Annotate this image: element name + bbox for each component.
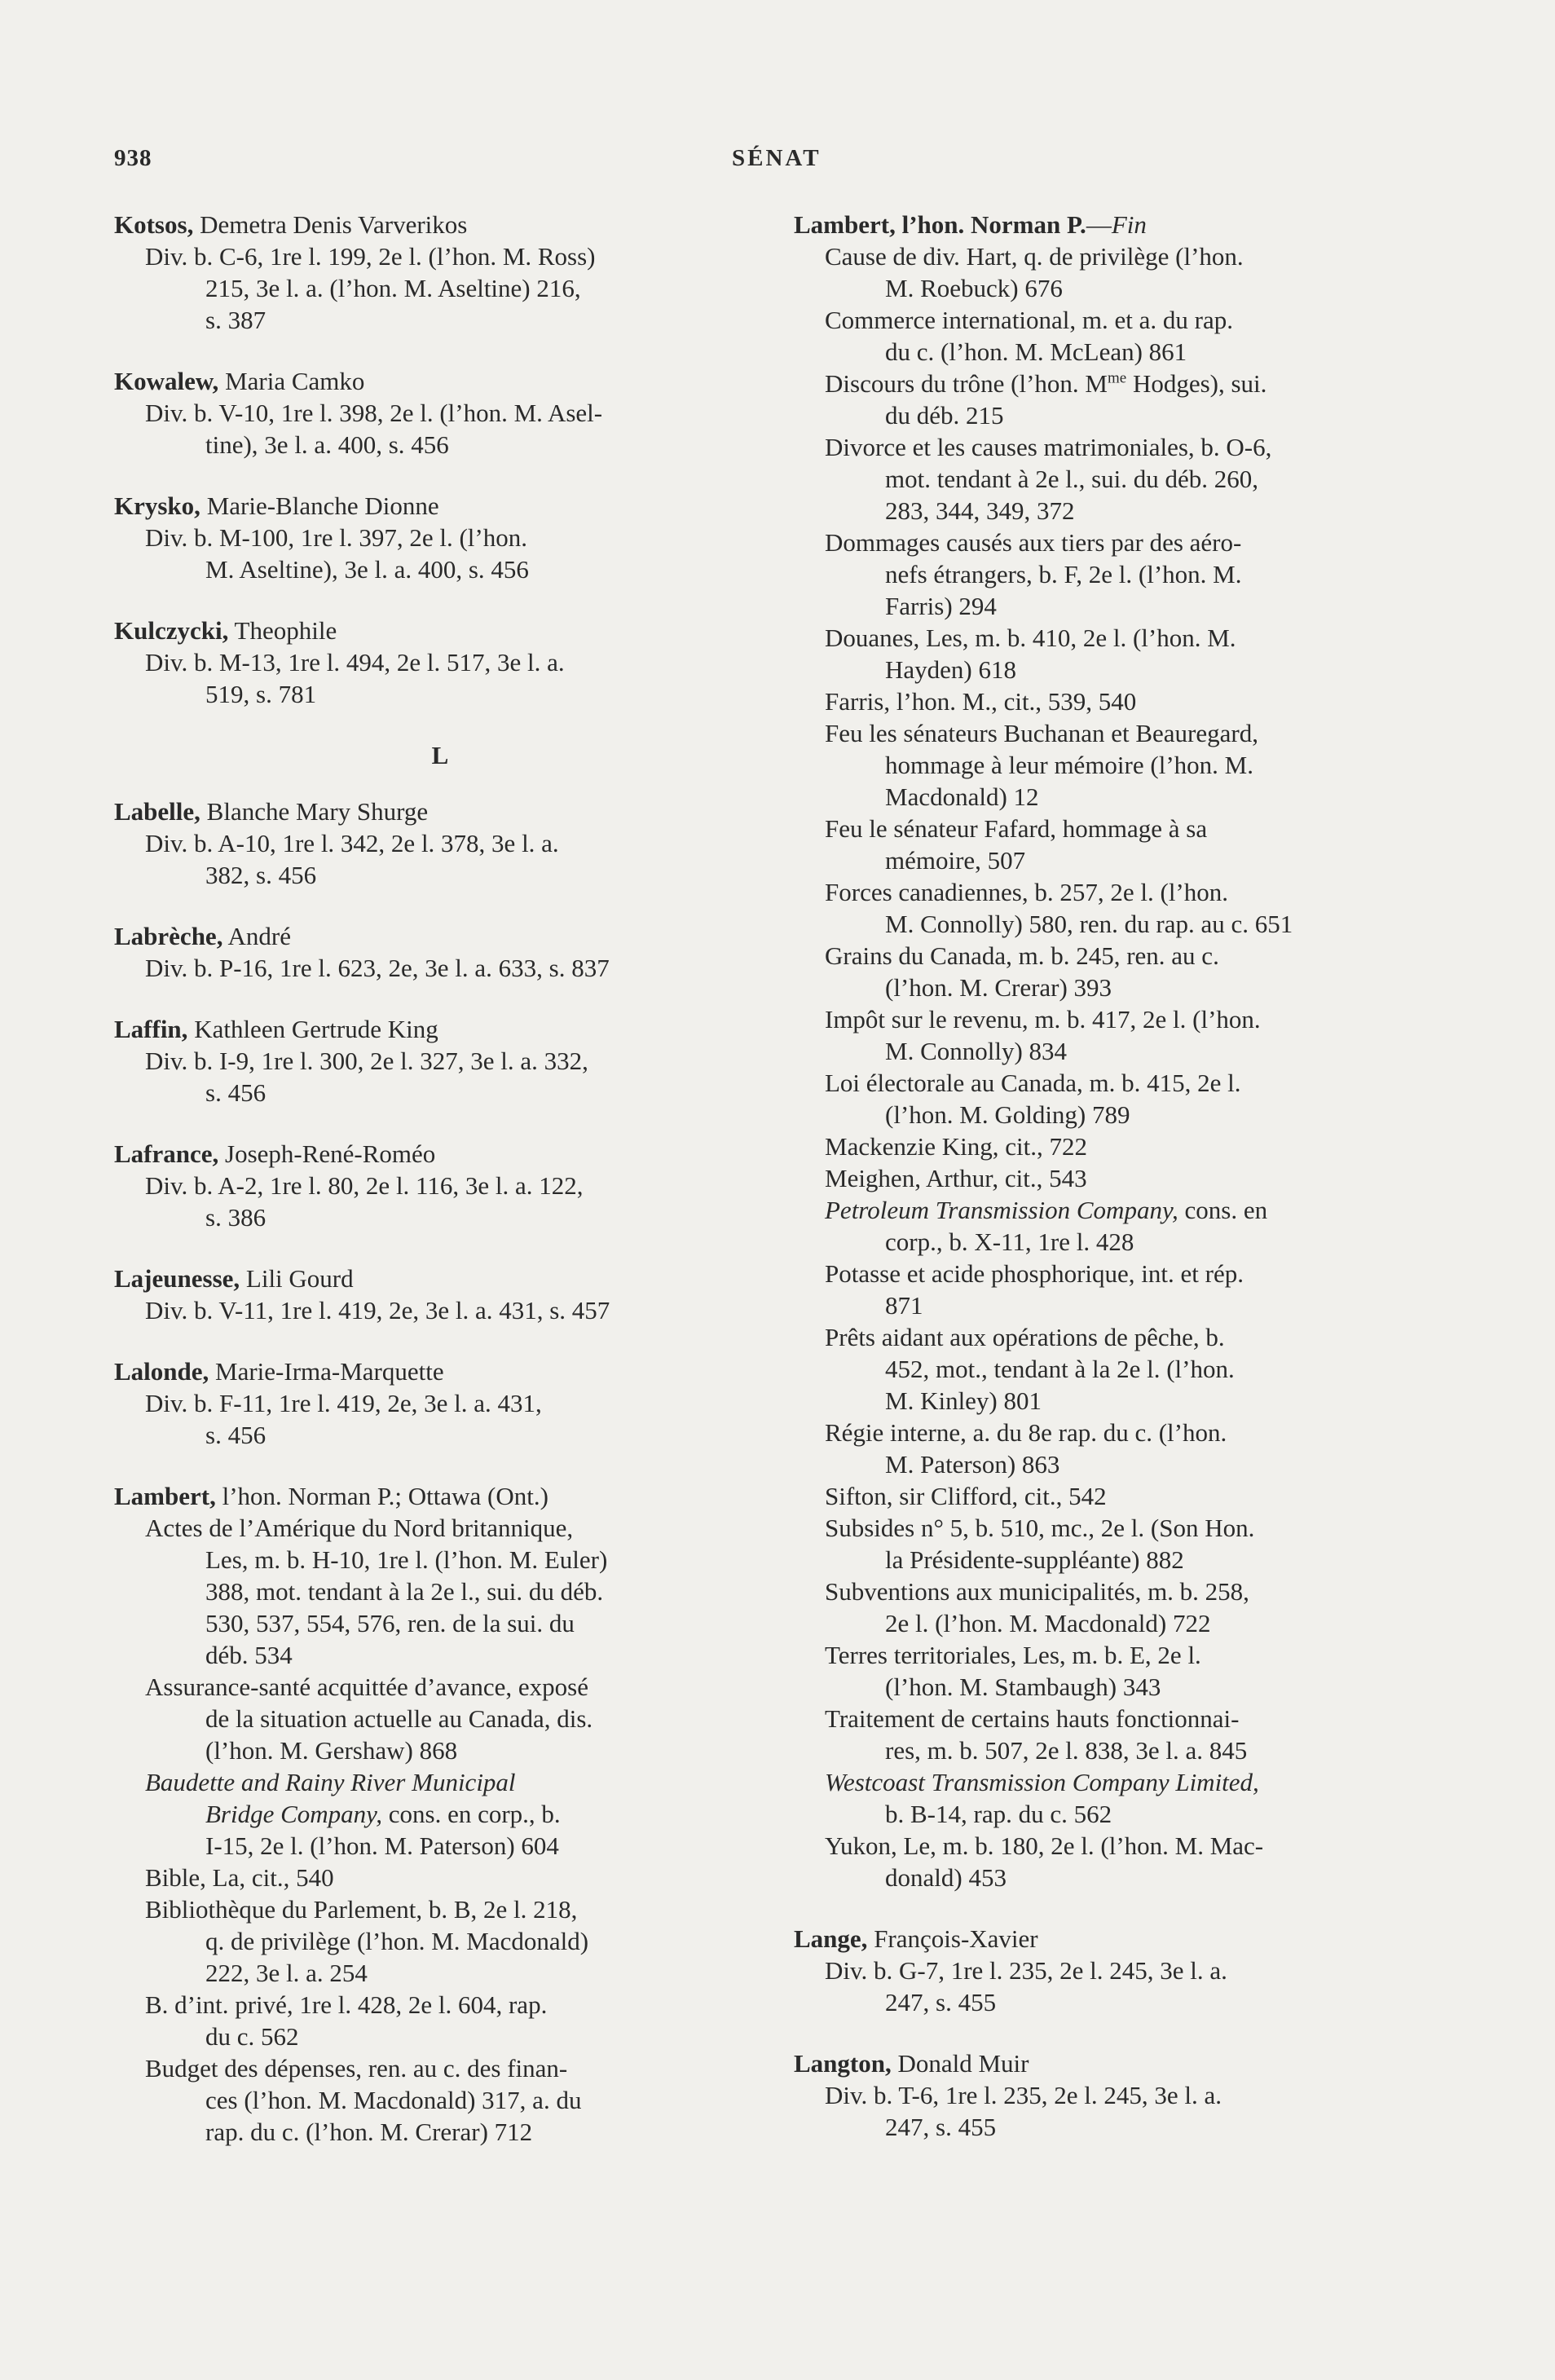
entry-line-text: Div. b. F-11, 1re l. 419, 2e, 3e l. a. 431, <box>145 1389 542 1417</box>
index-entry <box>114 1263 766 1326</box>
index-entry <box>794 1923 1460 2018</box>
entry-name-rest: l’hon. Norman P.; Ottawa (Ont.) <box>215 1482 548 1510</box>
entry-name-rest: Donald Muir <box>891 2049 1029 2078</box>
entry-heading <box>794 1923 1460 1955</box>
entry-heading <box>114 920 766 952</box>
entry-line-text: Subsides n° 5, b. 510, mc., 2e l. (Son Hon. <box>825 1514 1255 1542</box>
entry-line <box>794 527 1460 558</box>
entry-name: Lambert, l’hon. Norman P. <box>794 210 1086 239</box>
entry-line <box>794 336 1460 368</box>
entry-line-text: rap. du c. (l’hon. M. Crerar) 712 <box>205 2118 533 2146</box>
entry-line <box>794 1035 1460 1067</box>
entry-line-text: Div. b. V-10, 1re l. 398, 2e l. (l’hon. M. Asel- <box>145 399 603 427</box>
entry-line <box>794 1830 1460 1862</box>
entry-line <box>114 1862 766 1893</box>
entry-line-italic: Westcoast Transmission Company Limited, <box>825 1768 1259 1796</box>
entry-line <box>114 859 766 891</box>
page-number: 938 <box>114 145 152 171</box>
entry-line <box>114 272 766 304</box>
entry-line <box>114 1387 766 1419</box>
entry-name-rest: Lili Gourd <box>240 1264 354 1293</box>
entry-line <box>794 1798 1460 1830</box>
entries-after-letter <box>114 796 766 2148</box>
entry-line-text: Subventions aux municipalités, m. b. 258, <box>825 1577 1249 1606</box>
entry-line <box>794 685 1460 717</box>
entry-heading <box>114 1013 766 1045</box>
entry-line-text: b. B-14, rap. du c. 562 <box>885 1800 1112 1828</box>
entry-line <box>114 1576 766 1607</box>
entry-line-text: Traitement de certains hauts fonctionnai- <box>825 1704 1240 1733</box>
entry-line <box>794 431 1460 463</box>
entry-heading <box>794 209 1460 240</box>
entry-heading <box>114 1480 766 1512</box>
index-entry <box>114 1013 766 1108</box>
entry-line-text: Div. b. T-6, 1re l. 235, 2e l. 245, 3e l. a. <box>825 2081 1222 2109</box>
entry-name-rest: André <box>222 922 291 950</box>
entry-line <box>794 495 1460 527</box>
entry-line <box>794 781 1460 813</box>
entry-line <box>114 1045 766 1077</box>
entry-line <box>114 1201 766 1233</box>
entry-line-text: Budget des dépenses, ren. au c. des finan- <box>145 2054 568 2082</box>
entry-name-rest: Marie-Blanche Dionne <box>200 491 439 520</box>
entry-line-text: mot. tendant à 2e l., sui. du déb. 260, <box>885 465 1259 493</box>
entry-line-text: donald) 453 <box>885 1863 1007 1892</box>
entry-line-text: Yukon, Le, m. b. 180, 2e l. (l’hon. M. Mac- <box>825 1831 1264 1860</box>
entry-line-text: Impôt sur le revenu, m. b. 417, 2e l. (l’hon. <box>825 1005 1261 1034</box>
index-entry <box>114 365 766 461</box>
entry-line-text: s. 456 <box>205 1078 267 1107</box>
entry-name-rest: Maria Camko <box>218 367 365 395</box>
entry-name: Labrèche, <box>114 922 223 950</box>
entry-line-text: Bible, La, cit., 540 <box>145 1863 334 1892</box>
entry-name: Laffin, <box>114 1015 188 1043</box>
entry-line <box>794 1067 1460 1099</box>
entry-line-text: 519, s. 781 <box>205 680 317 708</box>
entry-line-text: Actes de l’Amérique du Nord britannique, <box>145 1514 574 1542</box>
entry-name-continued: Fin <box>1111 210 1147 239</box>
entry-line-text: tine), 3e l. a. 400, s. 456 <box>205 430 449 459</box>
entry-line-text: Feu les sénateurs Buchanan et Beauregard, <box>825 719 1258 747</box>
entry-line <box>794 463 1460 495</box>
entry-line <box>794 876 1460 908</box>
entry-line <box>114 397 766 429</box>
entry-name-rest: Marie-Irma-Marquette <box>209 1357 444 1386</box>
entry-line <box>114 1671 766 1703</box>
left-column <box>114 209 766 2177</box>
right-entries <box>794 209 1460 2143</box>
entry-line <box>794 1289 1460 1321</box>
entry-line-text: Terres territoriales, Les, m. b. E, 2e l. <box>825 1641 1201 1669</box>
entry-line <box>794 972 1460 1003</box>
entry-line-text: Prêts aidant aux opérations de pêche, b. <box>825 1323 1225 1351</box>
entry-line <box>794 717 1460 749</box>
entry-line <box>114 1639 766 1671</box>
entry-line-italic: Baudette and Rainy River Municipal <box>145 1768 516 1796</box>
entry-line-text: Mackenzie King, cit., 722 <box>825 1132 1087 1161</box>
entry-line <box>114 678 766 710</box>
entry-line-text: (l’hon. M. Gershaw) 868 <box>205 1736 458 1765</box>
entry-line-text: du déb. 215 <box>885 401 1004 430</box>
entry-line-text: Div. b. G-7, 1re l. 235, 2e l. 245, 3e l. a. <box>825 1956 1227 1985</box>
entry-line-text: Div. b. M-100, 1re l. 397, 2e l. (l’hon. <box>145 523 527 552</box>
entry-line <box>114 646 766 678</box>
entry-line-text: Div. b. C-6, 1re l. 199, 2e l. (l’hon. M. Ross) <box>145 242 596 271</box>
entry-line-text: I-15, 2e l. (l’hon. M. Paterson) 604 <box>205 1831 559 1860</box>
entry-line-text: res, m. b. 507, 2e l. 838, 3e l. a. 845 <box>885 1736 1248 1765</box>
entry-heading <box>114 615 766 646</box>
index-entry <box>114 1480 766 2148</box>
entry-line <box>794 654 1460 685</box>
entry-line-text: Grains du Canada, m. b. 245, ren. au c. <box>825 941 1219 970</box>
entry-line-text: Potasse et acide phosphorique, int. et rép. <box>825 1259 1244 1288</box>
entry-line <box>114 304 766 336</box>
entry-line <box>114 2084 766 2116</box>
entry-line-text: du c. (l’hon. M. McLean) 861 <box>885 337 1187 366</box>
entry-name: Kotsos, <box>114 210 194 239</box>
entry-line <box>794 1385 1460 1417</box>
entry-line <box>114 827 766 859</box>
entry-name: Langton, <box>794 2049 892 2078</box>
entry-name-rest: Blanche Mary Shurge <box>200 797 429 826</box>
entry-line <box>114 1989 766 2021</box>
entry-line-text: Feu le sénateur Fafard, hommage à sa <box>825 814 1208 843</box>
entry-line <box>794 1703 1460 1734</box>
index-entry <box>114 1355 766 1451</box>
entry-line-text: cons. en corp., b. <box>382 1800 561 1828</box>
entry-line <box>114 1607 766 1639</box>
entry-line-text: s. 456 <box>205 1421 267 1449</box>
entry-line-text: (l’hon. M. Stambaugh) 343 <box>885 1673 1161 1701</box>
entry-line <box>794 622 1460 654</box>
entry-line-text: Douanes, Les, m. b. 410, 2e l. (l’hon. M. <box>825 624 1236 652</box>
entry-line <box>114 1419 766 1451</box>
entry-line <box>114 522 766 553</box>
entry-heading <box>114 1263 766 1294</box>
entry-line-text: Divorce et les causes matrimoniales, b. O-6, <box>825 433 1272 461</box>
entry-line-text: Div. b. M-13, 1re l. 494, 2e l. 517, 3e l. a. <box>145 648 565 677</box>
entry-line-text: corp., b. X-11, 1re l. 428 <box>885 1227 1134 1256</box>
entry-line-text: ces (l’hon. M. Macdonald) 317, a. du <box>205 2086 582 2114</box>
entry-line-text: Dommages causés aux tiers par des aéro- <box>825 528 1242 557</box>
entry-line <box>794 1671 1460 1703</box>
entry-line <box>114 1830 766 1862</box>
entry-line-superscript: me <box>1107 369 1127 387</box>
entry-line-text: 530, 537, 554, 576, ren. de la sui. du <box>205 1609 575 1637</box>
entry-line <box>114 1957 766 1989</box>
entry-line-text: Les, m. b. H-10, 1re l. (l’hon. M. Euler) <box>205 1545 608 1574</box>
entry-line-text: Farris) 294 <box>885 592 997 620</box>
entry-line-text: nefs étrangers, b. F, 2e l. (l’hon. M. <box>885 560 1242 588</box>
entry-line <box>114 1925 766 1957</box>
entry-name: Lalonde, <box>114 1357 209 1386</box>
entry-line-text: Div. b. A-10, 1re l. 342, 2e l. 378, 3e l. a. <box>145 829 559 857</box>
entry-line <box>794 813 1460 844</box>
entry-line <box>794 1544 1460 1576</box>
entry-line-text: 382, s. 456 <box>205 861 317 889</box>
entry-heading <box>114 796 766 827</box>
entry-line <box>114 1294 766 1326</box>
entry-line-text: Commerce international, m. et a. du rap. <box>825 306 1233 334</box>
entry-line <box>794 1099 1460 1130</box>
running-head: SÉNAT <box>732 145 822 171</box>
entry-line <box>114 1544 766 1576</box>
entry-heading <box>114 1355 766 1387</box>
entry-line-text: mémoire, 507 <box>885 846 1026 875</box>
entry-line-text: Bibliothèque du Parlement, b. B, 2e l. 218, <box>145 1895 578 1924</box>
entry-line <box>114 1512 766 1544</box>
entry-line-text: 2e l. (l’hon. M. Macdonald) 722 <box>885 1609 1211 1637</box>
entry-name-rest: — <box>1086 210 1112 239</box>
entry-line <box>794 1607 1460 1639</box>
index-entry <box>114 796 766 891</box>
entry-line <box>114 1734 766 1766</box>
entry-heading <box>114 365 766 397</box>
entry-line-text: 215, 3e l. a. (l’hon. M. Aseltine) 216, <box>205 274 581 302</box>
entry-line-text: 452, mot., tendant à la 2e l. (l’hon. <box>885 1355 1235 1383</box>
entry-line-text: Cause de div. Hart, q. de privilège (l’hon. <box>825 242 1244 271</box>
entry-line-text: q. de privilège (l’hon. M. Macdonald) <box>205 1927 589 1955</box>
entry-line <box>114 240 766 272</box>
entry-line-text: du c. 562 <box>205 2022 299 2051</box>
index-entry <box>114 209 766 336</box>
entry-line <box>794 1734 1460 1766</box>
entry-line <box>114 2021 766 2052</box>
entry-line-text: Farris, l’hon. M., cit., 539, 540 <box>825 687 1137 716</box>
entry-line <box>794 1576 1460 1607</box>
entry-line-after: Hodges), sui. <box>1126 369 1267 398</box>
entry-name: Lafrance, <box>114 1139 219 1168</box>
index-entry <box>114 490 766 585</box>
entry-line <box>794 940 1460 972</box>
entry-line-text: la Présidente-suppléante) 882 <box>885 1545 1184 1574</box>
entry-line-text: M. Aseltine), 3e l. a. 400, s. 456 <box>205 555 529 584</box>
entry-line <box>114 2052 766 2084</box>
entry-line-text: de la situation actuelle au Canada, dis. <box>205 1704 593 1733</box>
entry-line-italic: Petroleum Transmission Company, <box>825 1196 1178 1224</box>
entry-line-text: Div. b. P-16, 1re l. 623, 2e, 3e l. a. 633, s. 837 <box>145 954 610 982</box>
entry-line-text: Hayden) 618 <box>885 655 1016 684</box>
entry-line-text: s. 386 <box>205 1203 267 1232</box>
entry-line <box>794 844 1460 876</box>
entry-heading <box>114 1138 766 1170</box>
entry-line <box>114 1170 766 1201</box>
entry-line-text: M. Roebuck) 676 <box>885 274 1063 302</box>
entry-line <box>794 2111 1460 2143</box>
entry-line <box>114 553 766 585</box>
entry-line <box>794 304 1460 336</box>
entry-line-text: s. 387 <box>205 306 267 334</box>
entry-name: Labelle, <box>114 797 200 826</box>
entry-line <box>794 368 1460 399</box>
entry-line-text: 247, s. 455 <box>885 1988 997 2016</box>
entry-line <box>794 1862 1460 1893</box>
entry-name-rest: Kathleen Gertrude King <box>187 1015 438 1043</box>
entry-line-text: M. Kinley) 801 <box>885 1386 1042 1415</box>
entry-line <box>794 558 1460 590</box>
entry-line <box>794 1480 1460 1512</box>
entry-line <box>794 590 1460 622</box>
entry-line <box>114 1893 766 1925</box>
entry-line <box>114 2116 766 2148</box>
entries-before-letter <box>114 209 766 710</box>
entry-line <box>114 429 766 461</box>
entry-line <box>794 1003 1460 1035</box>
entry-line-text: Div. b. A-2, 1re l. 80, 2e l. 116, 3e l. a. 122, <box>145 1171 584 1200</box>
entry-name-rest: Demetra Denis Varverikos <box>193 210 468 239</box>
entry-heading <box>114 209 766 240</box>
entry-name: Lange, <box>794 1924 868 1953</box>
entry-heading <box>794 2047 1460 2079</box>
entry-line <box>794 1258 1460 1289</box>
entry-line-text: Meighen, Arthur, cit., 543 <box>825 1164 1087 1192</box>
entry-line <box>794 1955 1460 1986</box>
entry-line <box>114 1798 766 1830</box>
entry-line <box>794 240 1460 272</box>
entry-name: Krysko, <box>114 491 200 520</box>
entry-line-text: Div. b. I-9, 1re l. 300, 2e l. 327, 3e l. a. 332, <box>145 1047 588 1075</box>
entry-line <box>794 1512 1460 1544</box>
entry-line <box>114 1077 766 1108</box>
entry-name: Kowalew, <box>114 367 219 395</box>
entry-line-text: cons. en <box>1178 1196 1268 1224</box>
entry-line <box>794 1639 1460 1671</box>
entry-line-text: 388, mot. tendant à la 2e l., sui. du déb. <box>205 1577 604 1606</box>
entry-line <box>114 1703 766 1734</box>
entry-line <box>794 399 1460 431</box>
entry-line-text: M. Connolly) 580, ren. du rap. au c. 651 <box>885 910 1293 938</box>
entry-line-text: (l’hon. M. Crerar) 393 <box>885 973 1112 1002</box>
entry-line <box>794 1226 1460 1258</box>
index-entry <box>114 1138 766 1233</box>
entry-line <box>794 272 1460 304</box>
entry-name: Lambert, <box>114 1482 216 1510</box>
entry-line <box>794 1986 1460 2018</box>
entry-line-text: (l’hon. M. Golding) 789 <box>885 1100 1130 1129</box>
entry-line <box>794 1353 1460 1385</box>
entry-name-rest: Theophile <box>228 616 337 645</box>
entry-heading <box>114 490 766 522</box>
entry-line-text: Macdonald) 12 <box>885 782 1039 811</box>
entry-line-text: 222, 3e l. a. 254 <box>205 1959 368 1987</box>
entry-line-text: Div. b. V-11, 1re l. 419, 2e, 3e l. a. 431, s. 457 <box>145 1296 610 1324</box>
entry-line-text: Sifton, sir Clifford, cit., 542 <box>825 1482 1107 1510</box>
entry-line <box>794 908 1460 940</box>
entry-line <box>794 1448 1460 1480</box>
entry-line <box>794 1321 1460 1353</box>
entry-line-text: Régie interne, a. du 8e rap. du c. (l’hon. <box>825 1418 1227 1447</box>
entry-name: Kulczycki, <box>114 616 229 645</box>
entry-line <box>794 1766 1460 1798</box>
entry-line <box>794 1130 1460 1162</box>
entry-line-text: Discours du trône (l’hon. M <box>825 369 1108 398</box>
entry-line-text: 283, 344, 349, 372 <box>885 496 1075 525</box>
entry-line <box>794 2079 1460 2111</box>
entry-line <box>114 1766 766 1798</box>
index-entry <box>794 209 1460 1893</box>
entry-name-rest: Joseph-René-Roméo <box>218 1139 436 1168</box>
entry-line-text: 871 <box>885 1291 923 1320</box>
entry-line-text: B. d’int. privé, 1re l. 428, 2e l. 604, rap. <box>145 1990 548 2019</box>
entry-line-text: M. Connolly) 834 <box>885 1037 1068 1065</box>
entry-line-text: hommage à leur mémoire (l’hon. M. <box>885 751 1253 779</box>
entry-line <box>794 1194 1460 1226</box>
entry-line-text: déb. 534 <box>205 1641 293 1669</box>
entry-name: Lajeunesse, <box>114 1264 240 1293</box>
entry-line-italic: Bridge Company, <box>205 1800 382 1828</box>
entry-line <box>794 749 1460 781</box>
entry-line <box>114 952 766 984</box>
entry-line <box>794 1162 1460 1194</box>
entry-line-text: Loi électorale au Canada, m. b. 415, 2e l. <box>825 1069 1241 1097</box>
index-entry <box>794 2047 1460 2143</box>
entry-line-text: M. Paterson) 863 <box>885 1450 1060 1479</box>
section-letter: L <box>431 741 449 769</box>
entry-line-text: Forces canadiennes, b. 257, 2e l. (l’hon. <box>825 878 1229 906</box>
superscript <box>1108 370 1126 387</box>
entry-line-text: Assurance-santé acquittée d’avance, exposé <box>145 1673 588 1701</box>
index-entry <box>114 920 766 984</box>
right-column <box>794 209 1460 2172</box>
entry-name-rest: François-Xavier <box>867 1924 1038 1953</box>
entry-line <box>794 1417 1460 1448</box>
index-entry <box>114 615 766 710</box>
entry-line-text: 247, s. 455 <box>885 2113 997 2141</box>
